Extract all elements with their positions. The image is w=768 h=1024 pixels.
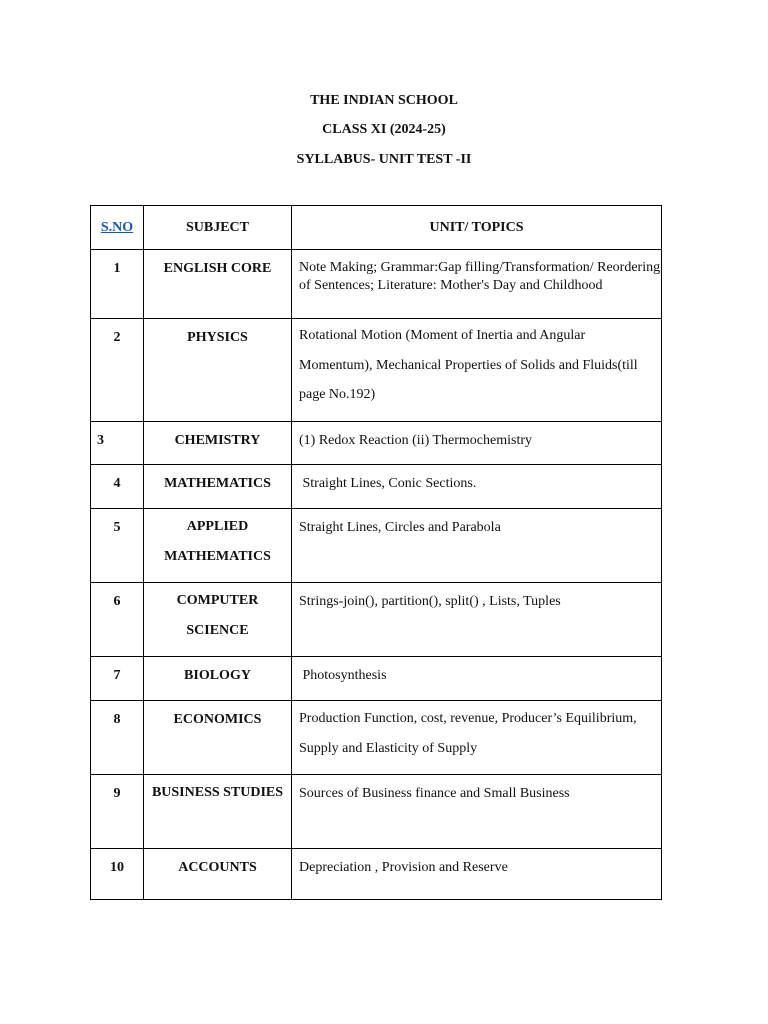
class-title: CLASS XI (2024-25) [322, 122, 446, 137]
row-subject: CHEMISTRY [174, 433, 261, 448]
table-row [91, 849, 662, 900]
row-topics: Production Function, cost, revenue, Producer’s Equilibrium, Supply and Elasticity of Supply [299, 711, 644, 756]
row-topics: Sources of Business finance and Small Business [299, 786, 570, 801]
row-topics: (1) Redox Reaction (ii) Thermochemistry [299, 433, 533, 448]
row-topics: Depreciation , Provision and Reserve [299, 860, 508, 875]
header-sno-cell [91, 206, 144, 250]
row-sno: 4 [113, 476, 121, 491]
row-topics: Straight Lines, Circles and Parabola [299, 520, 501, 535]
syllabus-table [90, 205, 662, 900]
row-topics: Rotational Motion (Moment of Inertia and Angular Momentum), Mechanical Properties of Solids and Fluids(till page No.192) [299, 328, 638, 402]
table-row [91, 250, 662, 319]
table-row [91, 657, 662, 701]
row-subject: BIOLOGY [184, 668, 251, 683]
row-subject: APPLIED MATHEMATICS [164, 519, 271, 564]
row-sno: 2 [113, 330, 121, 345]
school-name: THE INDIAN SCHOOL [310, 93, 458, 108]
row-sno: 6 [113, 594, 121, 609]
row-subject: MATHEMATICS [164, 476, 271, 491]
row-subject: BUSINESS STUDIES [151, 785, 284, 800]
table-row [91, 422, 662, 465]
table-row [91, 465, 662, 509]
row-subject: ECONOMICS [173, 712, 262, 727]
row-subject: ENGLISH CORE [163, 261, 272, 276]
row-topics: Note Making; Grammar:Gap filling/Transformation/ Reordering of Sentences; Literature: Mother's Day and Childhood [299, 260, 661, 293]
row-sno: 10 [110, 860, 124, 875]
row-topics: Straight Lines, Conic Sections. [299, 476, 477, 491]
table-row [91, 701, 662, 775]
row-subject: PHYSICS [187, 330, 248, 345]
table-row [91, 583, 662, 657]
row-subject: COMPUTER SCIENCE [176, 593, 259, 638]
table-row [91, 775, 662, 849]
header-subject: SUBJECT [144, 206, 292, 250]
row-sno: 8 [113, 712, 121, 727]
row-topics: Strings-join(), partition(), split() , Lists, Tuples [299, 594, 561, 609]
sno-header-link[interactable]: S.NO [100, 219, 134, 235]
table-header-row [91, 206, 662, 250]
row-sno: 9 [113, 786, 121, 801]
header-topics: UNIT/ TOPICS [292, 206, 662, 250]
row-sno: 5 [113, 520, 121, 535]
row-sno: 3 [97, 433, 104, 448]
row-topics: Photosynthesis [299, 668, 387, 683]
row-sno: 7 [113, 668, 121, 683]
row-subject: ACCOUNTS [178, 860, 257, 875]
table-row [91, 319, 662, 422]
table-row [91, 509, 662, 583]
row-sno: 1 [113, 261, 121, 276]
syllabus-title: SYLLABUS- UNIT TEST -II [296, 152, 472, 167]
